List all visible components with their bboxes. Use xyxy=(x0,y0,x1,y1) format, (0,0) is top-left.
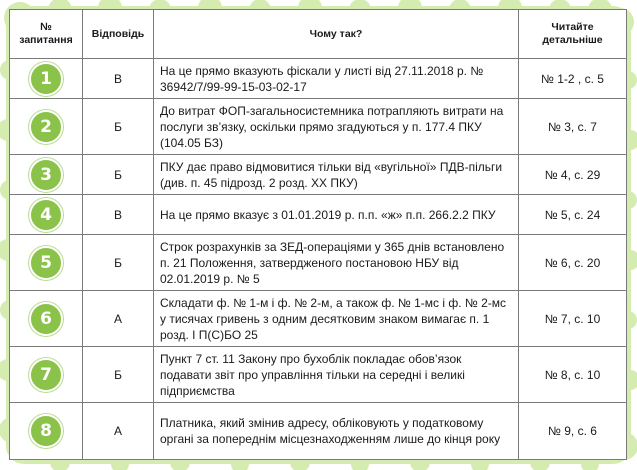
question-number-badge: 1 xyxy=(29,62,63,96)
table-row xyxy=(10,235,627,291)
answer-cell: В xyxy=(83,59,154,99)
header-answer: Відповідь xyxy=(83,10,154,59)
table-row xyxy=(10,195,627,235)
reference-cell: № 4, с. 29 xyxy=(519,155,627,195)
answer-cell: Б xyxy=(83,235,154,291)
table-row xyxy=(10,291,627,347)
answer-cell: Б xyxy=(83,155,154,195)
header-row xyxy=(10,10,627,59)
reference-cell: № 7, с. 10 xyxy=(519,291,627,347)
explanation-cell: До витрат ФОП-загальносистемника потрапляють витрати на послуги зв’язку, оскільки прямо згадуються у п. 177.4 ПКУ (104.05 БЗ) xyxy=(154,99,519,155)
answer-cell: В xyxy=(83,195,154,235)
question-number-badge: 4 xyxy=(29,198,63,232)
explanation-cell: На це прямо вказує з 01.01.2019 р. п.п. «ж» п.п. 266.2.2 ПКУ xyxy=(154,195,519,235)
answer-cell: Б xyxy=(83,347,154,403)
explanation-cell: На це прямо вказують фіскали у листі від 27.11.2018 р. № 36942/7/99-99-15-03-02-17 xyxy=(154,59,519,99)
answer-cell: А xyxy=(83,291,154,347)
reference-cell: № 3, с. 7 xyxy=(519,99,627,155)
question-number-badge: 5 xyxy=(29,246,63,280)
explanation-cell: Платника, який змінив адресу, обліковують у податковому органі за попереднім місцезнаходженням лише до кінця року xyxy=(154,403,519,460)
reference-cell: № 8, с. 10 xyxy=(519,347,627,403)
question-number-badge: 6 xyxy=(29,302,63,336)
question-number-badge: 2 xyxy=(29,110,63,144)
reference-cell: № 9, с. 6 xyxy=(519,403,627,460)
header-read-more: Читайте детальніше xyxy=(519,10,627,59)
answer-cell: А xyxy=(83,403,154,460)
answers-table xyxy=(9,9,627,460)
question-number-badge: 8 xyxy=(29,414,63,448)
reference-cell: № 6, с. 20 xyxy=(519,235,627,291)
reference-cell: № 5, с. 24 xyxy=(519,195,627,235)
explanation-cell: Складати ф. № 1-м і ф. № 2-м, а також ф. № 1-мс і ф. № 2-мс у тисячах гривень з одним десятковим знаком вимагає п. 1 розд. I П(С)БО 25 xyxy=(154,291,519,347)
explanation-cell: Пункт 7 ст. 11 Закону про бухоблік покладає обов’язок подавати звіт про управління тільки на середні і великі підприємства xyxy=(154,347,519,403)
answer-cell: Б xyxy=(83,99,154,155)
explanation-cell: Строк розрахунків за ЗЕД-операціями у 365 днів встановлено п. 21 Положення, затвердженого постановою НБУ від 02.01.2019 р. № 5 xyxy=(154,235,519,291)
question-number-badge: 7 xyxy=(29,358,63,392)
table-row xyxy=(10,99,627,155)
reference-cell: № 1-2 , с. 5 xyxy=(519,59,627,99)
table-row xyxy=(10,59,627,99)
header-question-number: № запитання xyxy=(10,10,83,59)
table-row xyxy=(10,155,627,195)
question-number-badge: 3 xyxy=(29,158,63,192)
header-why: Чому так? xyxy=(154,10,519,59)
table-row xyxy=(10,403,627,460)
explanation-cell: ПКУ дає право відмовитися тільки від «вугільної» ПДВ-пільги (див. п. 45 підрозд. 2 розд. XX ПКУ) xyxy=(154,155,519,195)
table-row xyxy=(10,347,627,403)
